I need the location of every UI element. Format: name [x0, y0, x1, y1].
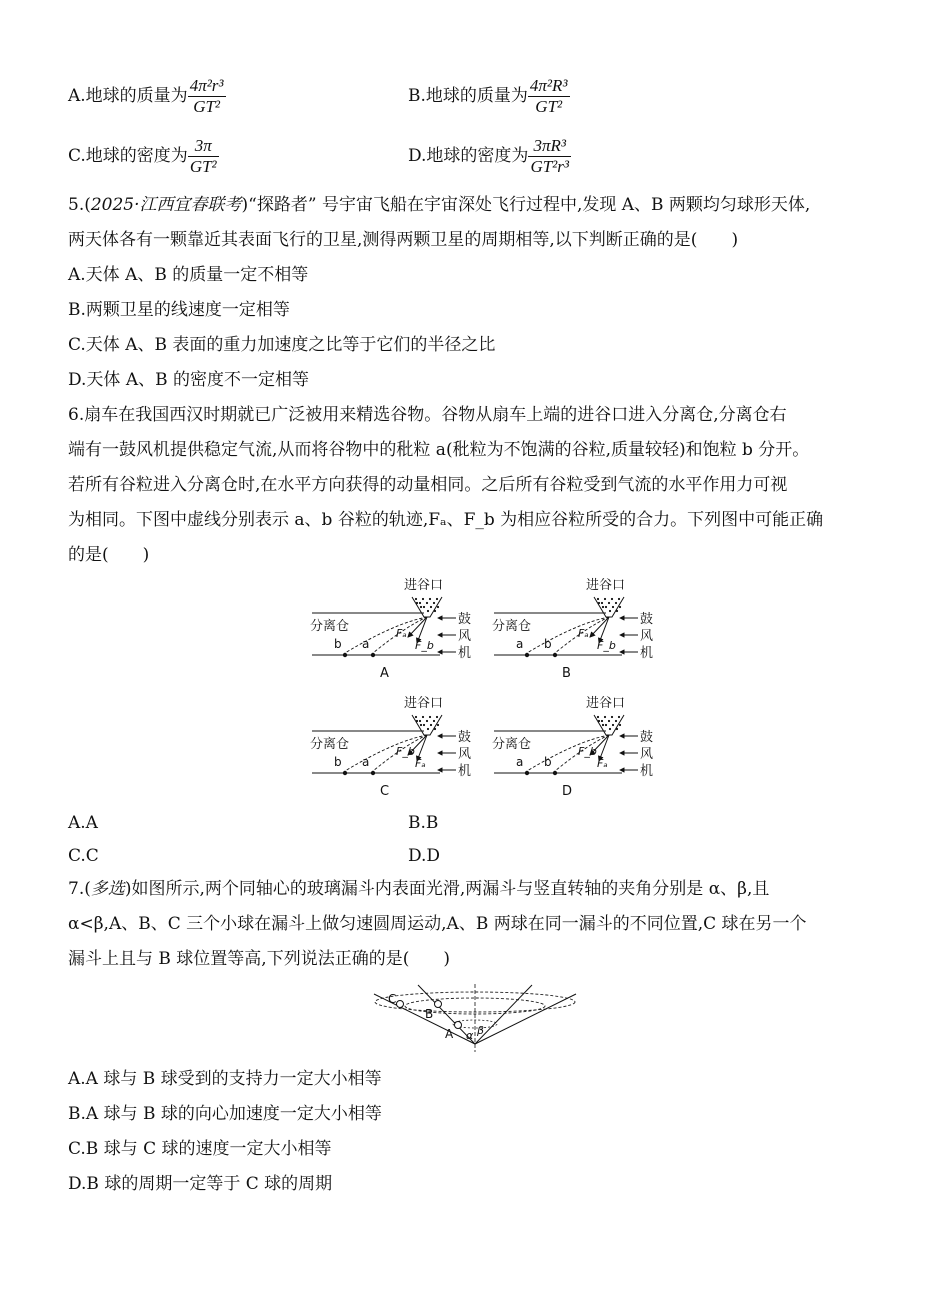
q5-option-a[interactable]: A.天体 A、B 的质量一定不相等: [68, 265, 309, 285]
grain-label-left: a: [516, 637, 524, 651]
landed-grain-left: [525, 653, 529, 657]
force-label-2: Fₐ: [415, 757, 426, 770]
grain-dot: [601, 602, 603, 604]
q6-option-b[interactable]: B.B: [408, 813, 439, 833]
grain-dot: [615, 602, 617, 604]
blower-label: 机: [458, 764, 472, 779]
q6-option-a[interactable]: A.A: [68, 813, 98, 833]
blower-label: 鼓: [458, 730, 472, 745]
winnowing-figure: [300, 575, 654, 805]
label-c: C: [388, 992, 397, 1006]
q4-option-c[interactable]: C.地球的密度为 $\frac{3\pi}{\text{GT²}}$: [68, 136, 217, 176]
force-label-1: Fₐ: [578, 627, 589, 640]
q5-stem-line2: 两天体各有一颗靠近其表面飞行的卫星,测得两颗卫星的周期相等,以下判断正确的是( ): [68, 230, 739, 250]
ball-b: [435, 1001, 442, 1008]
grain-label-left: b: [334, 755, 342, 769]
blower-label: 机: [458, 646, 472, 661]
q7-option-c[interactable]: C.B 球与 C 球的速度一定大小相等: [68, 1139, 332, 1159]
label-beta: β: [477, 1024, 485, 1037]
grain-dot: [422, 716, 424, 718]
grain-dot: [420, 724, 422, 726]
grain-dot: [615, 720, 617, 722]
blower-label: 风: [640, 629, 654, 644]
funnel-figure: [370, 982, 580, 1054]
grain-label-left: b: [334, 637, 342, 651]
grain-dot: [612, 606, 614, 608]
q6-option-c[interactable]: C.C: [68, 846, 99, 866]
q7-option-d[interactable]: D.B 球的周期一定等于 C 球的周期: [68, 1174, 333, 1194]
grain-dot: [419, 602, 421, 604]
force-label-2: F_b: [415, 639, 434, 652]
grain-dot: [430, 606, 432, 608]
landed-grain-left: [343, 771, 347, 775]
q6-stem-line1: 6.扇车在我国西汉时期就已广泛被用来精选谷物。谷物从扇车上端的进谷口进入分离仓,分离仓右: [68, 405, 787, 425]
grain-dot: [436, 598, 438, 600]
landed-grain-left: [525, 771, 529, 775]
grain-dot: [423, 606, 425, 608]
q6-stem-line2: 端有一鼓风机提供稳定气流,从而将谷物中的秕粒 a(秕粒为不饱满的谷粒,质量较轻)和饱粒 b 分开。: [68, 440, 810, 460]
winnowing-panel: [492, 577, 653, 681]
force-label-1: F_b: [578, 745, 597, 758]
blower-label: 风: [458, 747, 472, 762]
grain-dot: [598, 602, 600, 604]
grain-dot: [605, 606, 607, 608]
q7-option-b[interactable]: B.A 球与 B 球的向心加速度一定大小相等: [68, 1104, 382, 1124]
grain-dot: [436, 716, 438, 718]
grain-label-right: a: [362, 637, 370, 651]
grain-label-left: a: [516, 755, 524, 769]
panel-label: A: [380, 666, 389, 681]
grain-dot: [415, 598, 417, 600]
ball-c: [397, 1001, 404, 1008]
grain-label-right: b: [544, 755, 552, 769]
grain-dot: [434, 610, 436, 612]
grain-dot: [602, 606, 604, 608]
grain-dot: [429, 598, 431, 600]
grain-dot: [611, 716, 613, 718]
q7-stem-line3: 漏斗上且与 B 球位置等高,下列说法正确的是( ): [68, 949, 450, 969]
q6-stem-line5: 的是( ): [68, 545, 150, 565]
q7-stem-line1: 7.(多选)如图所示,两个同轴心的玻璃漏斗内表面光滑,两漏斗与竖直转轴的夹角分别是 α、β,且: [68, 879, 770, 899]
landed-grain-right: [553, 771, 557, 775]
label-a: A: [445, 1027, 454, 1041]
panel-label: B: [562, 666, 571, 681]
grain-dot: [609, 728, 611, 730]
grain-dot: [434, 728, 436, 730]
q4-option-d[interactable]: D.地球的密度为 $\frac{\text{3πR³}}{\text{GT²r³}}$: [408, 136, 569, 176]
q7-stem-line2: α<β,A、B、C 三个小球在漏斗上做匀速圆周运动,A、B 两球在同一漏斗的不同位置,C 球在另一个: [68, 914, 807, 934]
grain-dot: [430, 724, 432, 726]
grain-label-right: a: [362, 755, 370, 769]
chamber-label: 分离仓: [310, 619, 350, 634]
inlet-label: 进谷口: [404, 578, 444, 593]
grain-dot: [597, 598, 599, 600]
grain-dot: [416, 720, 418, 722]
inlet-label: 进谷口: [586, 696, 626, 711]
blower-label: 鼓: [640, 612, 654, 627]
grain-dot: [609, 610, 611, 612]
winnowing-panel: [310, 577, 471, 681]
winnowing-panel: [492, 695, 653, 799]
landed-grain-right: [371, 771, 375, 775]
q5-option-d[interactable]: D.天体 A、B 的密度不一定相等: [68, 370, 310, 390]
grain-dot: [420, 606, 422, 608]
blower-label: 鼓: [640, 730, 654, 745]
chamber-label: 分离仓: [310, 737, 350, 752]
grain-dot: [618, 716, 620, 718]
fraction: $\frac{\text{4π²r³}}{\text{GT²}}$: [189, 76, 224, 116]
grain-dot: [426, 602, 428, 604]
grain-dot: [437, 724, 439, 726]
force-label-1: F_b: [396, 745, 415, 758]
fraction: $\frac{3\pi}{\text{GT²}}$: [189, 136, 217, 176]
blower-label: 风: [640, 747, 654, 762]
panel-label: C: [380, 784, 390, 799]
grain-dot: [605, 724, 607, 726]
force-label-1: Fₐ: [396, 627, 407, 640]
inlet-label: 进谷口: [404, 696, 444, 711]
grain-dot: [604, 598, 606, 600]
chamber-label: 分离仓: [492, 737, 532, 752]
inlet-label: 进谷口: [586, 578, 626, 593]
force-arrow-1: [408, 617, 427, 637]
fraction: $\frac{\text{4π²R³}}{\text{GT²}}$: [529, 76, 568, 116]
question-source: 2025·江西宜春联考: [90, 195, 242, 215]
grain-dot: [427, 610, 429, 612]
chamber-label: 分离仓: [492, 619, 532, 634]
grain-label-right: b: [544, 637, 552, 651]
grain-dot: [416, 602, 418, 604]
landed-grain-left: [343, 653, 347, 657]
winnowing-panel: [310, 695, 471, 799]
landed-grain-right: [371, 653, 375, 657]
grain-dot: [612, 724, 614, 726]
q4-option-b[interactable]: B.地球的质量为 $\frac{\text{4π²R³}}{\text{GT²}}$: [408, 76, 568, 116]
question-tag: 多选: [90, 879, 125, 899]
grain-dot: [602, 724, 604, 726]
blower-label: 风: [458, 629, 472, 644]
grain-dot: [419, 720, 421, 722]
grain-dot: [427, 728, 429, 730]
outer-funnel-wall-right: [475, 994, 576, 1044]
grain-dot: [429, 716, 431, 718]
q6-stem-line4: 为相同。下图中虚线分别表示 a、b 谷粒的轨迹,Fₐ、F_b 为相应谷粒所受的合力。下列图中可能正确: [68, 510, 824, 530]
grain-dot: [619, 724, 621, 726]
grain-dot: [604, 716, 606, 718]
q7-option-a[interactable]: A.A 球与 B 球受到的支持力一定大小相等: [68, 1069, 382, 1089]
q5-option-b[interactable]: B.两颗卫星的线速度一定相等: [68, 300, 290, 320]
q5-stem-line1: 5.(2025·江西宜春联考)“探路者” 号宇宙飞船在宇宙深处飞行过程中,发现 A、B 两颗均匀球形天体,: [68, 195, 811, 215]
grain-dot: [601, 720, 603, 722]
grain-dot: [616, 610, 618, 612]
q4-option-a[interactable]: A.地球的质量为 $\frac{\text{4π²r³}}{\text{GT²}}$: [68, 76, 224, 116]
grain-dot: [423, 724, 425, 726]
grain-dot: [415, 716, 417, 718]
force-label-2: Fₐ: [597, 757, 608, 770]
grain-dot: [597, 716, 599, 718]
grain-dot: [598, 720, 600, 722]
grain-dot: [433, 602, 435, 604]
landed-grain-right: [553, 653, 557, 657]
grain-dot: [426, 720, 428, 722]
blower-label: 鼓: [458, 612, 472, 627]
label-alpha: α: [466, 1029, 474, 1042]
label-b: B: [425, 1007, 434, 1021]
fraction: $\frac{\text{3πR³}}{\text{GT²r³}}$: [530, 136, 569, 176]
blower-label: 机: [640, 764, 654, 779]
grain-dot: [619, 606, 621, 608]
ball-a: [455, 1022, 462, 1029]
force-arrow-1: [590, 617, 609, 637]
grain-dot: [616, 728, 618, 730]
grain-dot: [433, 720, 435, 722]
panel-label: D: [562, 784, 573, 799]
grain-dot: [437, 606, 439, 608]
grain-dot: [608, 602, 610, 604]
q6-option-d[interactable]: D.D: [408, 846, 441, 866]
grain-dot: [608, 720, 610, 722]
grain-dot: [611, 598, 613, 600]
force-label-2: F_b: [597, 639, 616, 652]
blower-label: 机: [640, 646, 654, 661]
q6-stem-line3: 若所有谷粒进入分离仓时,在水平方向获得的动量相同。之后所有谷粒受到气流的水平作用力可视: [68, 475, 788, 495]
grain-dot: [618, 598, 620, 600]
q5-option-c[interactable]: C.天体 A、B 表面的重力加速度之比等于它们的半径之比: [68, 335, 496, 355]
grain-dot: [422, 598, 424, 600]
